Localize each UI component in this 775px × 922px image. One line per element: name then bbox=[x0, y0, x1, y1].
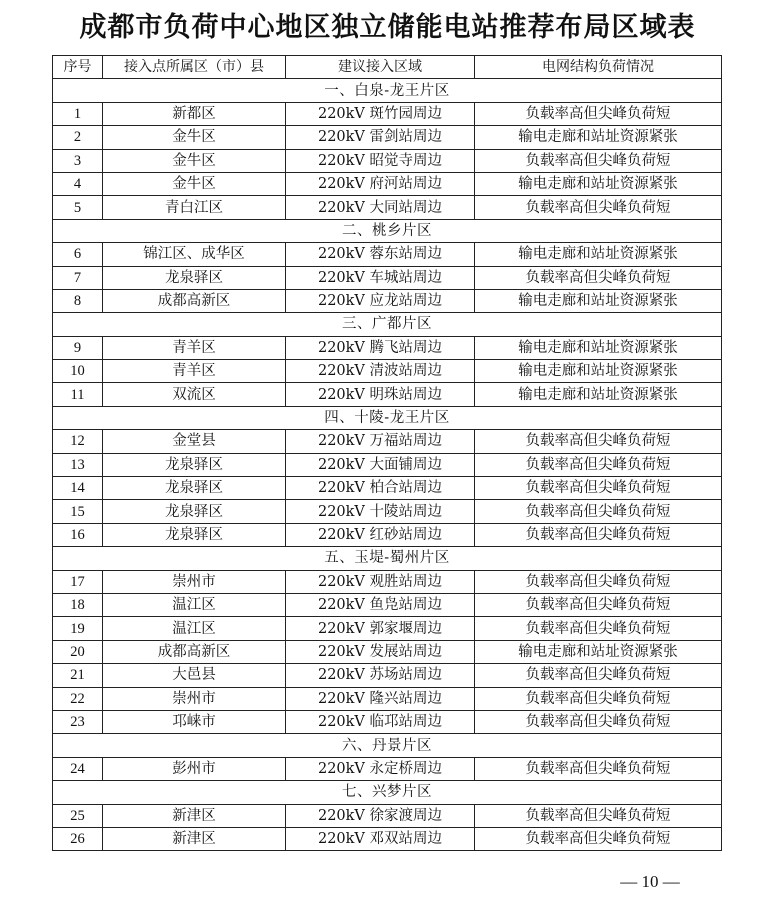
row-index: 5 bbox=[53, 196, 103, 219]
row-district: 金牛区 bbox=[103, 172, 286, 195]
row-index: 6 bbox=[53, 243, 103, 266]
row-access-area: 220kV 郭家堰周边 bbox=[286, 617, 475, 640]
row-access-area: 220kV 永定桥周边 bbox=[286, 757, 475, 780]
section-row bbox=[53, 781, 722, 804]
row-district: 新津区 bbox=[103, 827, 286, 850]
row-grid-condition: 负载率高但尖峰负荷短 bbox=[475, 102, 722, 125]
row-grid-condition: 负载率高但尖峰负荷短 bbox=[475, 664, 722, 687]
row-index: 21 bbox=[53, 664, 103, 687]
section-title: 二、桃乡片区 bbox=[53, 219, 722, 242]
row-district: 龙泉驿区 bbox=[103, 500, 286, 523]
table-row bbox=[53, 289, 722, 312]
row-index: 8 bbox=[53, 289, 103, 312]
section-title: 七、兴梦片区 bbox=[53, 781, 722, 804]
row-index: 17 bbox=[53, 570, 103, 593]
row-access-area: 220kV 鱼凫站周边 bbox=[286, 593, 475, 616]
row-district: 金堂县 bbox=[103, 430, 286, 453]
row-grid-condition: 负载率高但尖峰负荷短 bbox=[475, 757, 722, 780]
row-grid-condition: 负载率高但尖峰负荷短 bbox=[475, 593, 722, 616]
row-access-area: 220kV 清波站周边 bbox=[286, 360, 475, 383]
row-index: 1 bbox=[53, 102, 103, 125]
row-district: 龙泉驿区 bbox=[103, 477, 286, 500]
row-index: 19 bbox=[53, 617, 103, 640]
table-row bbox=[53, 523, 722, 546]
row-index: 15 bbox=[53, 500, 103, 523]
row-index: 10 bbox=[53, 360, 103, 383]
row-district: 金牛区 bbox=[103, 149, 286, 172]
section-title: 三、广都片区 bbox=[53, 313, 722, 336]
row-access-area: 220kV 十陵站周边 bbox=[286, 500, 475, 523]
row-access-area: 220kV 徐家渡周边 bbox=[286, 804, 475, 827]
row-district: 龙泉驿区 bbox=[103, 266, 286, 289]
row-district: 青白江区 bbox=[103, 196, 286, 219]
row-grid-condition: 负载率高但尖峰负荷短 bbox=[475, 149, 722, 172]
row-access-area: 220kV 雷剑站周边 bbox=[286, 126, 475, 149]
row-index: 12 bbox=[53, 430, 103, 453]
row-index: 25 bbox=[53, 804, 103, 827]
row-access-area: 220kV 腾飞站周边 bbox=[286, 336, 475, 359]
table-row bbox=[53, 172, 722, 195]
row-access-area: 220kV 斑竹园周边 bbox=[286, 102, 475, 125]
row-district: 温江区 bbox=[103, 593, 286, 616]
row-access-area: 220kV 昭觉寺周边 bbox=[286, 149, 475, 172]
row-access-area: 220kV 发展站周边 bbox=[286, 640, 475, 663]
row-index: 7 bbox=[53, 266, 103, 289]
row-access-area: 220kV 万福站周边 bbox=[286, 430, 475, 453]
table-row bbox=[53, 266, 722, 289]
table-row bbox=[53, 570, 722, 593]
header-row bbox=[53, 56, 722, 79]
row-index: 26 bbox=[53, 827, 103, 850]
table-row bbox=[53, 687, 722, 710]
section-row bbox=[53, 313, 722, 336]
row-index: 2 bbox=[53, 126, 103, 149]
row-grid-condition: 输电走廊和站址资源紧张 bbox=[475, 172, 722, 195]
row-access-area: 220kV 邓双站周边 bbox=[286, 827, 475, 850]
row-index: 22 bbox=[53, 687, 103, 710]
table-body bbox=[53, 79, 722, 851]
row-district: 新都区 bbox=[103, 102, 286, 125]
row-access-area: 220kV 柏合站周边 bbox=[286, 477, 475, 500]
row-grid-condition: 负载率高但尖峰负荷短 bbox=[475, 266, 722, 289]
row-grid-condition: 负载率高但尖峰负荷短 bbox=[475, 617, 722, 640]
row-district: 崇州市 bbox=[103, 570, 286, 593]
row-district: 青羊区 bbox=[103, 336, 286, 359]
row-grid-condition: 负载率高但尖峰负荷短 bbox=[475, 500, 722, 523]
row-grid-condition: 负载率高但尖峰负荷短 bbox=[475, 804, 722, 827]
row-grid-condition: 负载率高但尖峰负荷短 bbox=[475, 196, 722, 219]
table-row bbox=[53, 640, 722, 663]
row-access-area: 220kV 观胜站周边 bbox=[286, 570, 475, 593]
table-row bbox=[53, 149, 722, 172]
row-district: 龙泉驿区 bbox=[103, 523, 286, 546]
table-row bbox=[53, 804, 722, 827]
row-grid-condition: 负载率高但尖峰负荷短 bbox=[475, 710, 722, 733]
row-index: 20 bbox=[53, 640, 103, 663]
header-grid-condition: 电网结构负荷情况 bbox=[475, 56, 722, 79]
row-district: 锦江区、成华区 bbox=[103, 243, 286, 266]
row-index: 3 bbox=[53, 149, 103, 172]
row-district: 青羊区 bbox=[103, 360, 286, 383]
section-row bbox=[53, 406, 722, 429]
table-row bbox=[53, 827, 722, 850]
row-access-area: 220kV 红砂站周边 bbox=[286, 523, 475, 546]
row-index: 16 bbox=[53, 523, 103, 546]
row-grid-condition: 负载率高但尖峰负荷短 bbox=[475, 687, 722, 710]
row-grid-condition: 负载率高但尖峰负荷短 bbox=[475, 827, 722, 850]
row-district: 彭州市 bbox=[103, 757, 286, 780]
row-access-area: 220kV 明珠站周边 bbox=[286, 383, 475, 406]
row-grid-condition: 负载率高但尖峰负荷短 bbox=[475, 570, 722, 593]
row-grid-condition: 输电走廊和站址资源紧张 bbox=[475, 243, 722, 266]
table-row bbox=[53, 102, 722, 125]
row-index: 23 bbox=[53, 710, 103, 733]
row-district: 双流区 bbox=[103, 383, 286, 406]
row-grid-condition: 输电走廊和站址资源紧张 bbox=[475, 336, 722, 359]
table-row bbox=[53, 196, 722, 219]
row-access-area: 220kV 应龙站周边 bbox=[286, 289, 475, 312]
header-access-area: 建议接入区域 bbox=[286, 56, 475, 79]
section-title: 一、白泉-龙王片区 bbox=[53, 79, 722, 102]
section-title: 六、丹景片区 bbox=[53, 734, 722, 757]
row-index: 24 bbox=[53, 757, 103, 780]
section-row bbox=[53, 734, 722, 757]
row-grid-condition: 输电走廊和站址资源紧张 bbox=[475, 383, 722, 406]
table-row bbox=[53, 710, 722, 733]
row-district: 大邑县 bbox=[103, 664, 286, 687]
row-district: 龙泉驿区 bbox=[103, 453, 286, 476]
row-grid-condition: 负载率高但尖峰负荷短 bbox=[475, 477, 722, 500]
row-access-area: 220kV 府河站周边 bbox=[286, 172, 475, 195]
row-district: 金牛区 bbox=[103, 126, 286, 149]
row-grid-condition: 负载率高但尖峰负荷短 bbox=[475, 430, 722, 453]
row-grid-condition: 输电走廊和站址资源紧张 bbox=[475, 360, 722, 383]
table-header bbox=[53, 56, 722, 79]
section-title: 五、玉堤-蜀州片区 bbox=[53, 547, 722, 570]
table-row bbox=[53, 617, 722, 640]
row-district: 崇州市 bbox=[103, 687, 286, 710]
table-row bbox=[53, 383, 722, 406]
row-access-area: 220kV 大面铺周边 bbox=[286, 453, 475, 476]
storage-layout-table bbox=[52, 55, 722, 851]
section-row bbox=[53, 79, 722, 102]
table-row bbox=[53, 430, 722, 453]
row-index: 4 bbox=[53, 172, 103, 195]
table-row bbox=[53, 593, 722, 616]
table-row bbox=[53, 500, 722, 523]
page-number: — 10 — bbox=[620, 872, 680, 891]
table-row bbox=[53, 126, 722, 149]
header-district: 接入点所属区（市）县 bbox=[103, 56, 286, 79]
row-access-area: 220kV 大同站周边 bbox=[286, 196, 475, 219]
row-index: 11 bbox=[53, 383, 103, 406]
header-index: 序号 bbox=[53, 56, 103, 79]
row-district: 温江区 bbox=[103, 617, 286, 640]
row-access-area: 220kV 苏场站周边 bbox=[286, 664, 475, 687]
table-row bbox=[53, 453, 722, 476]
table-row bbox=[53, 477, 722, 500]
row-index: 9 bbox=[53, 336, 103, 359]
row-index: 14 bbox=[53, 477, 103, 500]
table-row bbox=[53, 664, 722, 687]
row-district: 邛崃市 bbox=[103, 710, 286, 733]
document-title: 成都市负荷中心地区独立储能电站推荐布局区域表 bbox=[79, 12, 696, 43]
row-grid-condition: 输电走廊和站址资源紧张 bbox=[475, 289, 722, 312]
row-access-area: 220kV 临邛站周边 bbox=[286, 710, 475, 733]
table-row bbox=[53, 757, 722, 780]
row-index: 13 bbox=[53, 453, 103, 476]
row-access-area: 220kV 蓉东站周边 bbox=[286, 243, 475, 266]
row-grid-condition: 输电走廊和站址资源紧张 bbox=[475, 126, 722, 149]
section-row bbox=[53, 547, 722, 570]
row-grid-condition: 负载率高但尖峰负荷短 bbox=[475, 453, 722, 476]
section-title: 四、十陵-龙王片区 bbox=[53, 406, 722, 429]
table-row bbox=[53, 336, 722, 359]
table-row bbox=[53, 360, 722, 383]
row-district: 成都高新区 bbox=[103, 640, 286, 663]
row-district: 成都高新区 bbox=[103, 289, 286, 312]
table-row bbox=[53, 243, 722, 266]
row-access-area: 220kV 隆兴站周边 bbox=[286, 687, 475, 710]
row-district: 新津区 bbox=[103, 804, 286, 827]
row-grid-condition: 负载率高但尖峰负荷短 bbox=[475, 523, 722, 546]
row-access-area: 220kV 车城站周边 bbox=[286, 266, 475, 289]
row-grid-condition: 输电走廊和站址资源紧张 bbox=[475, 640, 722, 663]
row-index: 18 bbox=[53, 593, 103, 616]
section-row bbox=[53, 219, 722, 242]
